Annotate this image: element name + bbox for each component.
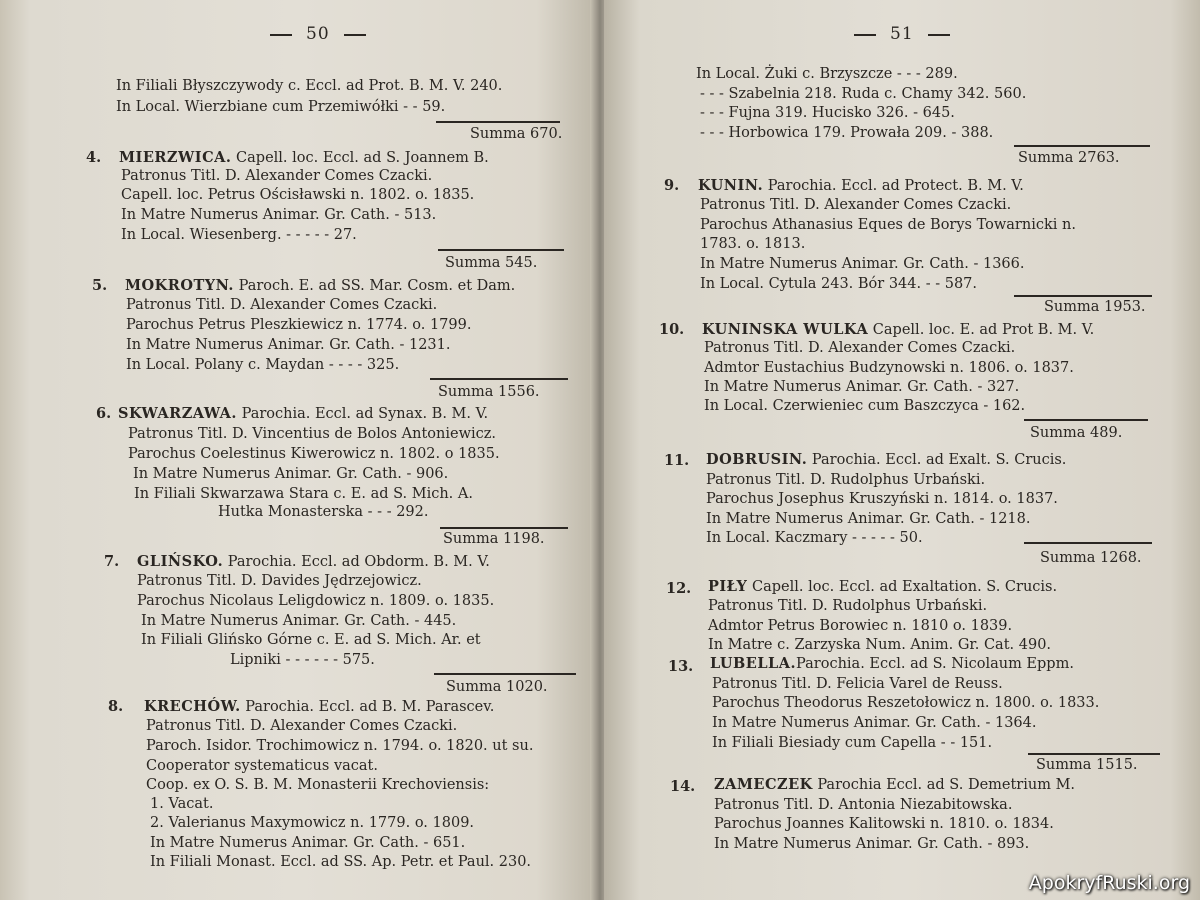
entry-heading-line bbox=[710, 655, 1074, 673]
summa-line: Summa 1020. bbox=[446, 679, 548, 695]
text-line: In Filiali Glińsko Górne c. E. ad S. Mich. Ar. et bbox=[141, 632, 481, 648]
entry-number: 10. bbox=[659, 321, 685, 338]
sum-rule bbox=[440, 527, 568, 529]
text-line: Patronus Titl. D. Antonia Niezabitowska. bbox=[714, 797, 1013, 813]
text-line: Patronus Titl. D. Alexander Comes Czacki. bbox=[121, 168, 433, 184]
text-line: In Local. Żuki c. Brzyszcze - - - 289. bbox=[696, 66, 958, 82]
sum-rule bbox=[436, 121, 560, 123]
text-line: Patronus Titl. D. Rudolphus Urbański. bbox=[706, 472, 986, 488]
parish-name: PIŁY bbox=[708, 578, 748, 595]
text-line: In Local. Polany c. Maydan - - - - 325. bbox=[126, 357, 400, 373]
text-line: Patronus Titl. D. Davides Jędrzejowicz. bbox=[137, 573, 422, 589]
entry-description: Capell. loc. E. ad Prot B. M. V. bbox=[868, 322, 1095, 338]
text-line: In Local. Cytula 243. Bór 344. - - 587. bbox=[700, 276, 978, 292]
summa-line: Summa 1268. bbox=[1040, 550, 1142, 566]
text-line: In Matre Numerus Animar. Gr. Cath. - 513. bbox=[121, 207, 437, 223]
text-line: In Local. Kaczmary - - - - - 50. bbox=[706, 530, 923, 546]
entry-number: 13. bbox=[668, 658, 694, 675]
entry-number: 6. bbox=[96, 405, 112, 422]
summa-line: Summa 1953. bbox=[1044, 299, 1146, 315]
text-line: Patronus Titl. D. Alexander Comes Czacki. bbox=[700, 197, 1012, 213]
text-line: - - - Fujna 319. Hucisko 326. - 645. bbox=[700, 105, 955, 121]
entry-number: 4. bbox=[86, 149, 102, 166]
text-line: In Matre Numerus Animar. Gr. Cath. - 445. bbox=[141, 613, 457, 629]
entry-number: 12. bbox=[666, 580, 692, 597]
text-line: In Filiali Monast. Eccl. ad SS. Ap. Petr. et Paul. 230. bbox=[150, 854, 532, 870]
summa-line: Summa 545. bbox=[445, 255, 538, 271]
text-line: Capell. loc. Petrus Ościsławski n. 1802. o. 1835. bbox=[121, 187, 475, 203]
text-line: Hutka Monasterska - - - 292. bbox=[218, 504, 429, 520]
entry-heading-line bbox=[714, 776, 1075, 794]
text-line: In Matre Numerus Animar. Gr. Cath. - 327. bbox=[704, 379, 1020, 395]
text-line: 1783. o. 1813. bbox=[700, 236, 806, 252]
sum-rule bbox=[430, 378, 568, 380]
sum-rule bbox=[1024, 542, 1152, 544]
sum-rule bbox=[438, 249, 564, 251]
summa-line: Summa 489. bbox=[1030, 425, 1123, 441]
entry-heading-line bbox=[137, 553, 490, 571]
left-book-page bbox=[0, 0, 596, 900]
entry-description: Parochia Eccl. ad S. Demetrium M. bbox=[812, 777, 1076, 793]
text-line: Patronus Titl. D. Alexander Comes Czacki. bbox=[704, 340, 1016, 356]
parish-name: KUNINSKA WULKA bbox=[702, 321, 869, 338]
parish-name: MOKROTYN. bbox=[125, 277, 234, 294]
entry-number: 14. bbox=[670, 778, 696, 795]
parish-name: KUNIN. bbox=[698, 177, 764, 194]
parish-name: MIERZWICA. bbox=[119, 149, 232, 166]
entry-number: 9. bbox=[664, 177, 680, 194]
text-line: In Local. Wiesenberg. - - - - - 27. bbox=[121, 227, 357, 243]
watermark: ApokryfRuski.org bbox=[1028, 872, 1190, 894]
entry-heading-line bbox=[119, 149, 489, 167]
entry-description: Paroch. E. ad SS. Mar. Cosm. et Dam. bbox=[233, 278, 516, 294]
entry-description: Parochia. Eccl. ad S. Nicolaum Eppm. bbox=[796, 656, 1074, 672]
parish-name: GLIŃSKO. bbox=[137, 553, 224, 570]
text-line: In Filiali Biesiady cum Capella - - 151. bbox=[712, 735, 993, 751]
entry-description: Parochia. Eccl. ad Exalt. S. Crucis. bbox=[807, 452, 1067, 468]
text-line: Parochus Josephus Kruszyński n. 1814. o. 1837. bbox=[706, 491, 1058, 507]
text-line: In Filiali Skwarzawa Stara c. E. ad S. Mich. A. bbox=[134, 486, 473, 502]
text-line: In Matre Numerus Animar. Gr. Cath. - 893. bbox=[714, 836, 1030, 852]
page-number: 51 bbox=[840, 24, 964, 44]
text-line: Patronus Titl. D. Vincentius de Bolos Antoniewicz. bbox=[128, 426, 496, 442]
text-line: Parochus Coelestinus Kiwerowicz n. 1802. o 1835. bbox=[128, 446, 500, 462]
text-line: In Matre Numerus Animar. Gr. Cath. - 1218. bbox=[706, 511, 1031, 527]
text-line: Coop. ex O. S. B. M. Monasterii Krechoviensis: bbox=[146, 777, 490, 793]
right-book-page bbox=[604, 0, 1200, 900]
text-line: In Matre Numerus Animar. Gr. Cath. - 906. bbox=[133, 466, 449, 482]
text-line: 1. Vacat. bbox=[150, 796, 214, 812]
text-line: Patronus Titl. D. Alexander Comes Czacki. bbox=[146, 718, 458, 734]
entry-heading-line bbox=[708, 578, 1057, 596]
text-line: Cooperator systematicus vacat. bbox=[146, 758, 378, 774]
entry-description: Parochia. Eccl. ad Obdorm. B. M. V. bbox=[223, 554, 490, 570]
text-line: In Matre Numerus Animar. Gr. Cath. - 1231. bbox=[126, 337, 451, 353]
entry-heading-line bbox=[698, 177, 1024, 195]
text-line: In Local. Czerwieniec cum Baszczyca - 162. bbox=[704, 398, 1026, 414]
entry-number: 11. bbox=[664, 452, 690, 469]
text-line: Parochus Nicolaus Leligdowicz n. 1809. o. 1835. bbox=[137, 593, 495, 609]
sum-rule bbox=[1028, 753, 1160, 755]
text-line: In Matre Numerus Animar. Gr. Cath. - 1364. bbox=[712, 715, 1037, 731]
parish-name: DOBRUSIN. bbox=[706, 451, 808, 468]
text-line: - - - Horbowica 179. Prowała 209. - 388. bbox=[700, 125, 994, 141]
text-line: Paroch. Isidor. Trochimowicz n. 1794. o. 1820. ut su. bbox=[146, 738, 534, 754]
text-line: In Filiali Błyszczywody c. Eccl. ad Prot. B. M. V. 240. bbox=[116, 78, 503, 94]
parish-name: SKWARZAWA. bbox=[118, 405, 237, 422]
summa-line: Summa 1515. bbox=[1036, 757, 1138, 773]
sum-rule bbox=[1014, 145, 1150, 147]
summa-line: Summa 2763. bbox=[1018, 150, 1120, 166]
entry-number: 5. bbox=[92, 277, 108, 294]
summa-line: Summa 670. bbox=[470, 126, 563, 142]
sum-rule bbox=[1024, 419, 1148, 421]
entry-description: Parochia. Eccl. ad Synax. B. M. V. bbox=[236, 406, 489, 422]
entry-description: Capell. loc. Eccl. ad Exaltation. S. Crucis. bbox=[747, 579, 1058, 595]
summa-line: Summa 1198. bbox=[443, 531, 545, 547]
text-line: Parochus Theodorus Reszetołowicz n. 1800. o. 1833. bbox=[712, 695, 1100, 711]
sum-rule bbox=[434, 673, 576, 675]
text-line: Lipniki - - - - - - 575. bbox=[230, 652, 375, 668]
parish-name: ZAMECZEK bbox=[714, 776, 813, 793]
text-line: Admtor Eustachius Budzynowski n. 1806. o. 1837. bbox=[704, 360, 1074, 376]
text-line: In Matre Numerus Animar. Gr. Cath. - 1366. bbox=[700, 256, 1025, 272]
text-line: Patronus Titl. D. Felicia Varel de Reuss. bbox=[712, 676, 1003, 692]
text-line: In Local. Wierzbiane cum Przemiwółki - - 59. bbox=[116, 99, 446, 115]
text-line: Admtor Petrus Borowiec n. 1810 o. 1839. bbox=[708, 618, 1013, 634]
parish-name: LUBELLA. bbox=[710, 655, 797, 672]
text-line: Parochus Athanasius Eques de Borys Towarnicki n. bbox=[700, 217, 1076, 233]
entry-number: 7. bbox=[104, 553, 120, 570]
text-line: In Matre c. Zarzyska Num. Anim. Gr. Cat. 490. bbox=[708, 637, 1052, 653]
entry-heading-line bbox=[118, 405, 488, 423]
entry-description: Parochia. Eccl. ad B. M. Parascev. bbox=[240, 699, 495, 715]
entry-heading-line bbox=[702, 321, 1094, 339]
text-line: Parochus Petrus Pleszkiewicz n. 1774. o. 1799. bbox=[126, 317, 472, 333]
text-line: Patronus Titl. D. Alexander Comes Czacki. bbox=[126, 297, 438, 313]
sum-rule bbox=[1014, 295, 1152, 297]
text-line: Patronus Titl. D. Rudolphus Urbański. bbox=[708, 598, 988, 614]
entry-description: Parochia. Eccl. ad Protect. B. M. V. bbox=[763, 178, 1024, 194]
text-line: In Matre Numerus Animar. Gr. Cath. - 651. bbox=[150, 835, 466, 851]
entry-heading-line bbox=[706, 451, 1066, 469]
text-line: 2. Valerianus Maxymowicz n. 1779. o. 1809. bbox=[150, 815, 475, 831]
text-line: Parochus Joannes Kalitowski n. 1810. o. 1834. bbox=[714, 816, 1054, 832]
entry-description: Capell. loc. Eccl. ad S. Joannem B. bbox=[231, 150, 489, 166]
entry-number: 8. bbox=[108, 698, 124, 715]
text-line: - - - Szabelnia 218. Ruda c. Chamy 342. 560. bbox=[700, 86, 1027, 102]
summa-line: Summa 1556. bbox=[438, 384, 540, 400]
entry-heading-line bbox=[125, 277, 515, 295]
entry-heading-line bbox=[144, 698, 494, 716]
parish-name: KRECHÓW. bbox=[144, 698, 241, 715]
page-number: 50 bbox=[256, 24, 380, 44]
